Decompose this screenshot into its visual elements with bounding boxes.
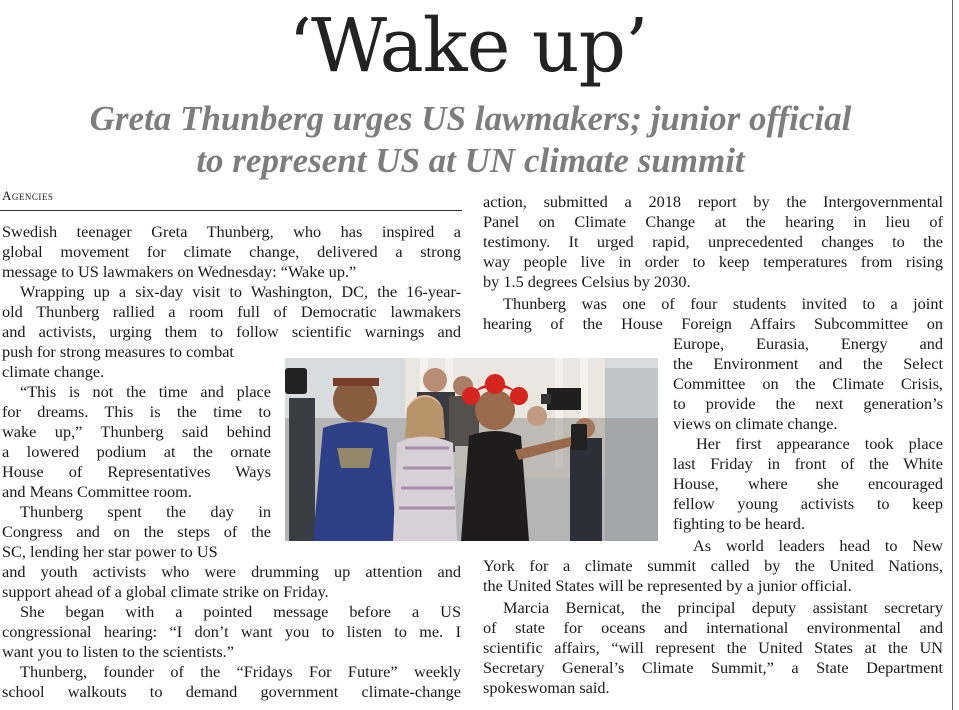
body-line: Thunberg spent the day in: [20, 502, 271, 521]
body-line: fellow young activists to keep: [673, 494, 943, 513]
body-line: to provide the next generation’s: [673, 394, 943, 413]
byline-rule: [0, 210, 462, 211]
body-line: climate change.: [2, 362, 105, 381]
body-line: Her first appearance took place: [696, 434, 943, 453]
body-line: action, submitted a 2018 report by the Intergovernmental: [483, 192, 943, 211]
body-line: SC, lending her star power to US: [2, 542, 218, 561]
body-line: and activists, urging them to follow scientific warnings and: [2, 322, 461, 341]
headline: ‘Wake up’: [288, 3, 648, 89]
body-line: message to US lawmakers on Wednesday: “Wake up.”: [2, 262, 357, 281]
body-line: the Environment and the Select: [673, 354, 943, 373]
body-line: She began with a pointed message before a US: [20, 602, 461, 621]
body-line: Congress and on the steps of the: [2, 522, 271, 541]
body-line: House, where she encouraged: [673, 474, 943, 493]
body-line: views on climate change.: [673, 414, 838, 433]
body-line: the United States will be represented by a junior official.: [483, 576, 852, 595]
body-line: fighting to be heard.: [673, 514, 806, 533]
body-line: Committee on the Climate Crisis,: [673, 374, 943, 393]
body-line: for dreams. This is the time to: [2, 402, 271, 421]
body-line: Thunberg, founder of the “Fridays For Future” weekly: [20, 662, 461, 681]
body-line: and Means Committee room.: [2, 482, 192, 501]
article-photo: [285, 358, 658, 541]
body-line: scientific affairs, “will represent the United States at the UN: [483, 638, 943, 657]
body-line: a lowered podium at the ornate: [2, 442, 271, 461]
body-line: old Thunberg rallied a room full of Democratic lawmakers: [2, 302, 461, 321]
body-line: global movement for climate change, delivered a strong: [2, 242, 461, 261]
body-line: want you to listen to the scientists.”: [2, 642, 234, 661]
body-line: As world leaders head to New: [693, 536, 943, 555]
body-line: testimony. It urged rapid, unprecedented changes to the: [483, 232, 943, 251]
body-line: congressional hearing: “I don’t want you to listen to me. I: [2, 622, 461, 641]
body-line: by 1.5 degrees Celsius by 2030.: [483, 272, 691, 291]
body-line: Europe, Eurasia, Energy and: [673, 334, 943, 353]
body-line: wake up,” Thunberg said behind: [2, 422, 271, 441]
body-line: of state for oceans and international environmental and: [483, 618, 943, 637]
body-line: school walkouts to demand government climate-change: [2, 682, 461, 701]
subheadline: [0, 98, 941, 182]
body-line: and youth activists who were drumming up attention and: [2, 562, 461, 581]
body-line: York for a climate summit called by the United Nations,: [483, 556, 943, 575]
body-line: Panel on Climate Change at the hearing in lieu of: [483, 212, 943, 231]
body-line: Marcia Bernicat, the principal deputy assistant secretary: [503, 598, 943, 617]
body-line: hearing of the House Foreign Affairs Subcommittee on: [483, 314, 943, 333]
body-line: support ahead of a global climate strike on Friday.: [2, 582, 329, 601]
subheadline-line-2: to represent US at UN climate summit: [196, 141, 745, 180]
body-line: Thunberg was one of four students invited to a joint: [503, 294, 943, 313]
body-line: Secretary General’s Climate Summit,” a State Department: [483, 658, 943, 677]
subheadline-line-1: Greta Thunberg urges US lawmakers; junior official: [89, 99, 852, 138]
article-photo-illustration: [285, 358, 658, 541]
body-line: Wrapping up a six-day visit to Washington, DC, the 16-year-: [20, 282, 461, 301]
body-line: spokeswoman said.: [483, 678, 610, 697]
body-line: push for strong measures to combat: [2, 342, 234, 361]
body-line: last Friday in front of the White: [673, 454, 943, 473]
body-line: way people live in order to keep temperatures from rising: [483, 252, 943, 271]
column-rule: [952, 0, 953, 710]
body-line: House of Representatives Ways: [2, 462, 271, 481]
body-line: Swedish teenager Greta Thunberg, who has inspired a: [2, 222, 461, 241]
body-line: “This is not the time and place: [20, 382, 271, 401]
byline: Agencies: [2, 188, 54, 203]
